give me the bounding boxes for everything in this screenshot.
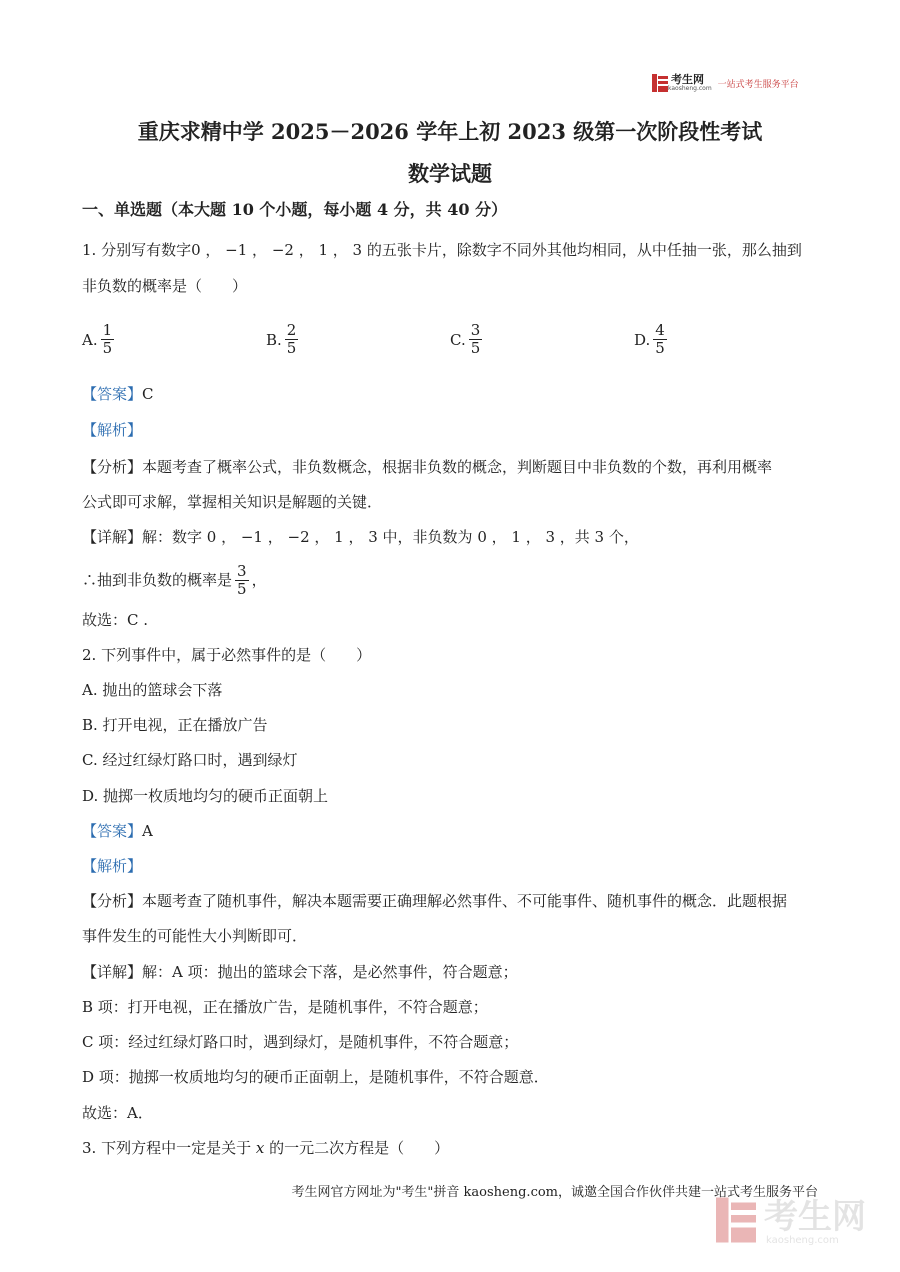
q1-option-b [266, 322, 301, 357]
fraction-denominator: 5 [102, 339, 113, 357]
logo-slogan: 一站式考生服务平台 [717, 79, 799, 90]
option-label: D. [634, 330, 651, 349]
footer-text[interactable]: 考生网官方网址为"考生"拼音 kaosheng.com，诚邀全国合作伙伴共建一站式考生服务平台 [291, 1185, 818, 1200]
header-logo[interactable] [652, 74, 799, 92]
kaosheng-logo-icon [652, 74, 668, 92]
q1-stem-line1 [82, 240, 802, 260]
q1-fenxi-line1 [82, 457, 772, 477]
watermark [716, 1196, 866, 1248]
logo-name: 考生网 [671, 73, 704, 86]
watermark-domain: kaosheng.com [766, 1234, 839, 1246]
fraction-numerator: 4 [655, 321, 665, 339]
fraction-denominator: 5 [237, 579, 247, 598]
xiangjie-fraction [235, 563, 249, 598]
logo-domain: kaosheng.com [668, 85, 712, 92]
option-fraction [653, 322, 667, 357]
q2-option-a: A. 抛出的篮球会下落 [82, 681, 223, 699]
q2-answer: A [142, 822, 153, 840]
exam-title: 重庆求精中学 2025－2026 学年上初 2023 级第一次阶段性考试 [137, 119, 763, 144]
q3-stem [82, 1138, 449, 1158]
q1-option-c [450, 322, 485, 357]
q2-xiangjie-line3: C 项：经过红绿灯路口时，遇到绿灯，是随机事件，不符合题意； [82, 1033, 519, 1051]
q2-analysis-tag: 【解析】 [82, 857, 143, 875]
q2-guxuan: 故选：A． [82, 1104, 153, 1122]
q2-stem: 2. 下列事件中，属于必然事件的是（ ） [82, 646, 372, 664]
section-heading: 一、单选题（本大题 10 个小题，每小题 4 分，共 40 分） [82, 200, 508, 219]
option-label: A. [82, 330, 98, 349]
q1-analysis-tag: 【解析】 [82, 421, 143, 439]
fraction-numerator: 3 [237, 561, 247, 580]
fraction-numerator: 1 [102, 321, 113, 339]
xiangjie-text: ∴抽到非负数的概率是 [82, 571, 233, 589]
fenxi-text: 本题考查了概率公式，非负数概念，根据非负数的概念，判断题目中非负数的个数，再利用概率 [142, 458, 773, 476]
q1-xiangjie-line1 [82, 527, 639, 547]
fenxi-tag: 【分析】 [82, 458, 143, 476]
q1-answer-line [82, 384, 154, 404]
answer-tag: 【答案】 [82, 385, 143, 403]
option-fraction [285, 322, 299, 357]
q2-xiangjie-line4: D 项：抛掷一枚质地均匀的硬币正面朝上，是随机事件，不符合题意． [82, 1068, 549, 1086]
q3-stem-end: 的一元二次方程是（ ） [264, 1139, 450, 1157]
q2-fenxi-line1 [82, 891, 787, 911]
fraction-denominator: 5 [470, 339, 481, 357]
option-fraction [469, 322, 483, 357]
fraction-numerator: 2 [286, 321, 297, 339]
q1-answer: C [142, 385, 154, 403]
q1-stem-start: 1. 分别写有数字 [82, 241, 192, 259]
xiangjie-comma: ， [251, 571, 267, 589]
q1-numbers: 0 ， −1 ， −2 ， 1 ， 3 [191, 241, 363, 259]
fraction-numerator: 3 [470, 321, 481, 339]
xiangjie-tag: 【详解】 [82, 963, 143, 981]
q2-xiangjie-line1 [82, 962, 518, 982]
q1-stem-middle: 的五张卡片，除数字不同外其他均相同，从中任抽一张，那么抽到 [362, 241, 802, 259]
xiangjie-text: 解：A 项：抛出的篮球会下落，是必然事件，符合题意； [142, 963, 518, 981]
fraction-denominator: 5 [286, 339, 297, 357]
fraction-denominator: 5 [655, 339, 665, 357]
answer-tag: 【答案】 [82, 822, 143, 840]
xiangjie-text: 解：数字 0 ， −1 ， −2 ， 1 ， 3 中，非负数为 0 ， 1 ， 3 ，共 3 个， [142, 528, 639, 546]
option-fraction [101, 322, 115, 357]
watermark-name: 考生网 [764, 1196, 866, 1237]
q2-fenxi-line2: 事件发生的可能性大小判断即可． [82, 927, 308, 945]
q2-option-b: B. 打开电视，正在播放广告 [82, 716, 268, 734]
option-label: C. [450, 330, 466, 349]
watermark-logo-icon [716, 1196, 756, 1248]
q1-option-a [82, 322, 117, 357]
fenxi-tag: 【分析】 [82, 892, 143, 910]
q3-variable: x [255, 1139, 265, 1157]
fenxi-text: 本题考查了随机事件，解决本题需要正确理解必然事件、不可能事件、随机事件的概念．此题根据 [142, 892, 788, 910]
q1-xiangjie-line2 [82, 560, 267, 600]
q2-answer-line [82, 821, 153, 841]
q1-fenxi-line2: 公式即可求解，掌握相关知识是解题的关键． [82, 493, 383, 511]
q1-option-d [634, 322, 670, 357]
q2-option-d: D. 抛掷一枚质地均匀的硬币正面朝上 [82, 787, 329, 805]
xiangjie-tag: 【详解】 [82, 528, 143, 546]
q1-stem-line2: 非负数的概率是（ ） [82, 277, 248, 295]
q2-option-c: C. 经过红绿灯路口时，遇到绿灯 [82, 751, 298, 769]
q2-xiangjie-line2: B 项：打开电视，正在播放广告，是随机事件，不符合题意； [82, 998, 488, 1016]
exam-subtitle: 数学试题 [408, 161, 492, 186]
option-label: B. [266, 330, 282, 349]
q1-guxuan: 故选：C . [82, 611, 149, 629]
q3-stem-start: 3. 下列方程中一定是关于 [82, 1139, 256, 1157]
